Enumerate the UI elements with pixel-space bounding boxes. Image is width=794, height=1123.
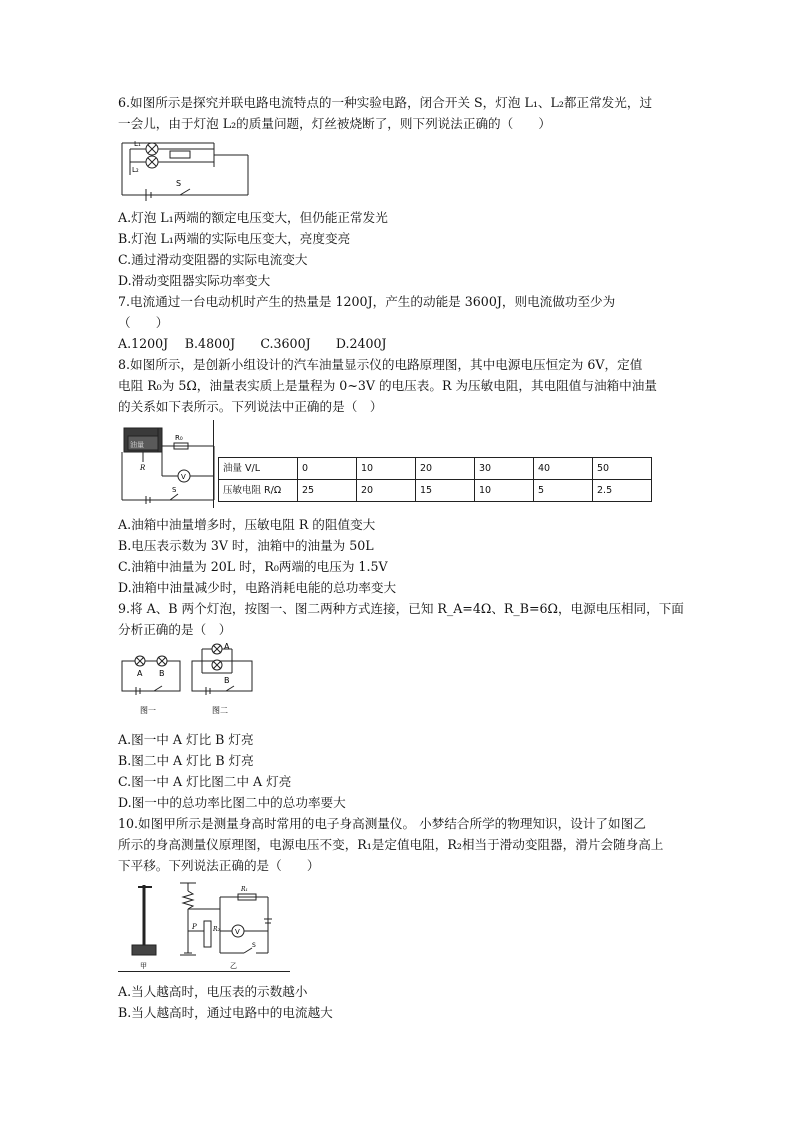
table-row: [219, 480, 652, 502]
figure-divider: [213, 420, 214, 508]
table-cell: 10: [475, 480, 534, 502]
oil-resistance-table: [218, 457, 652, 502]
figure-baseline: [118, 971, 290, 972]
table-row: [219, 458, 652, 480]
label-L1: L₁: [134, 140, 141, 148]
table-cell: 20: [416, 458, 475, 480]
question-9: [118, 598, 708, 813]
label-A: A: [224, 643, 230, 651]
label-S: S: [176, 179, 182, 188]
table-header-cell: 油量 V/L: [219, 458, 298, 480]
label-oil: 油量: [130, 441, 144, 449]
question-10-stem-line2: 所示的身高测量仪原理图，电源电压不变，R₁是定值电阻，R₂相当于滑动变阻器，滑片会随身高上: [118, 837, 664, 852]
caption-figure-2: 图二: [212, 706, 228, 715]
question-6-option-d[interactable]: D.滑动变阻器实际功率变大: [118, 273, 271, 288]
table-header-cell: 压敏电阻 R/Ω: [219, 480, 298, 502]
table-cell: 50: [593, 458, 652, 480]
table-cell: 20: [357, 480, 416, 502]
table-cell: 5: [534, 480, 593, 502]
question-6-stem-line1: 6.如图所示是探究并联电路电流特点的一种实验电路，闭合开关 S，灯泡 L₁、L₂都正常发光，过: [118, 95, 653, 110]
oil-resistance-table-wrap: [218, 457, 652, 502]
question-7-stem-line2: （ ）: [118, 315, 169, 330]
question-9-option-d[interactable]: D.图一中的总功率比图二中的总功率要大: [118, 795, 346, 810]
question-8-option-b[interactable]: B.电压表示数为 3V 时，油箱中的油量为 50L: [118, 538, 374, 553]
question-9-option-b[interactable]: B.图二中 A 灯比 B 灯亮: [118, 753, 254, 768]
question-6-option-c[interactable]: C.通过滑动变阻器的实际电流变大: [118, 252, 308, 267]
table-cell: 2.5: [593, 480, 652, 502]
label-S: S: [252, 942, 256, 949]
question-9-option-a[interactable]: A.图一中 A 灯比 B 灯亮: [118, 732, 254, 747]
table-cell: 40: [534, 458, 593, 480]
question-10-option-b[interactable]: B.当人越高时，通过电路中的电流越大: [118, 1005, 333, 1020]
table-cell: 30: [475, 458, 534, 480]
height-meter-diagram: [118, 879, 290, 975]
label-R1: R₁: [241, 886, 248, 893]
caption-figure-1: 图一: [140, 706, 156, 715]
question-9-figure: [118, 643, 708, 725]
parallel-circuit-diagram: [118, 137, 253, 203]
question-8-option-a[interactable]: A.油箱中油量增多时，压敏电阻 R 的阻值变大: [118, 517, 376, 532]
label-B: B: [224, 676, 230, 685]
question-9-stem-line2: 分析正确的是（ ）: [118, 622, 232, 637]
question-6: [118, 92, 708, 291]
question-9-option-c[interactable]: C.图一中 A 灯比图二中 A 灯亮: [118, 774, 292, 789]
label-P: P: [192, 923, 197, 931]
question-8-stem-line1: 8.如图所示，是创新小组设计的汽车油量显示仪的电路原理图，其中电源电压恒定为 6V，定值: [118, 357, 643, 372]
question-7-stem-line1: 7.电流通过一台电动机时产生的热量是 1200J，产生的动能是 3600J，则电流做功至少为: [118, 294, 616, 309]
question-10-stem-line1: 10.如图甲所示是测量身高时常用的电子身高测量仪。 小梦结合所学的物理知识，设计了如图乙: [118, 816, 646, 831]
question-8-option-c[interactable]: C.油箱中油量为 20L 时，R₀两端的电压为 1.5V: [118, 559, 388, 574]
question-7: [118, 291, 708, 354]
oil-gauge-circuit-diagram: [118, 420, 218, 508]
label-S: S: [172, 486, 177, 494]
question-10-option-a[interactable]: A.当人越高时，电压表的示数越小: [118, 984, 308, 999]
exam-page: [118, 92, 708, 1023]
table-cell: 15: [416, 480, 475, 502]
series-parallel-circuits-diagram: [118, 643, 258, 723]
caption-yi: 乙: [230, 962, 237, 970]
question-6-option-b[interactable]: B.灯泡 L₁两端的实际电压变大，亮度变亮: [118, 231, 351, 246]
label-L2: L₂: [132, 166, 139, 174]
question-7-options[interactable]: A.1200J B.4800J C.3600J D.2400J: [118, 336, 387, 351]
table-cell: 0: [298, 458, 357, 480]
question-8-option-d[interactable]: D.油箱中油量减少时，电路消耗电能的总功率变大: [118, 580, 397, 595]
label-A: A: [137, 669, 143, 678]
question-8-stem-line2: 电阻 R₀为 5Ω，油量表实质上是量程为 0~3V 的电压表。R 为压敏电阻，其电阻值与油箱中油量: [118, 378, 657, 393]
question-6-stem-line2: 一会儿，由于灯泡 L₂的质量问题，灯丝被烧断了，则下列说法正确的（ ）: [118, 116, 552, 131]
table-cell: 10: [357, 458, 416, 480]
question-10: [118, 813, 708, 1023]
label-R2: R₂: [213, 926, 220, 933]
label-B: B: [159, 669, 165, 678]
label-R0: R₀: [175, 434, 183, 442]
question-6-circuit-figure: [118, 137, 708, 203]
table-cell: 25: [298, 480, 357, 502]
question-8-figure: [118, 420, 708, 510]
caption-jia: 甲: [140, 962, 147, 970]
question-10-figure: [118, 879, 708, 977]
label-V: V: [181, 473, 186, 481]
question-8: [118, 354, 708, 598]
question-6-option-a[interactable]: A.灯泡 L₁两端的额定电压变大，但仍能正常发光: [118, 210, 388, 225]
question-10-stem-line3: 下平移。下列说法正确的是（ ）: [118, 858, 320, 873]
label-R: R: [140, 464, 146, 472]
label-V: V: [235, 928, 240, 936]
question-8-stem-line3: 的关系如下表所示。下列说法中正确的是（ ）: [118, 399, 383, 414]
question-9-stem-line1: 9.将 A、B 两个灯泡，按图一、图二两种方式连接，已知 R_A=4Ω、R_B=6Ω，电源电压相同，下面: [118, 601, 684, 616]
